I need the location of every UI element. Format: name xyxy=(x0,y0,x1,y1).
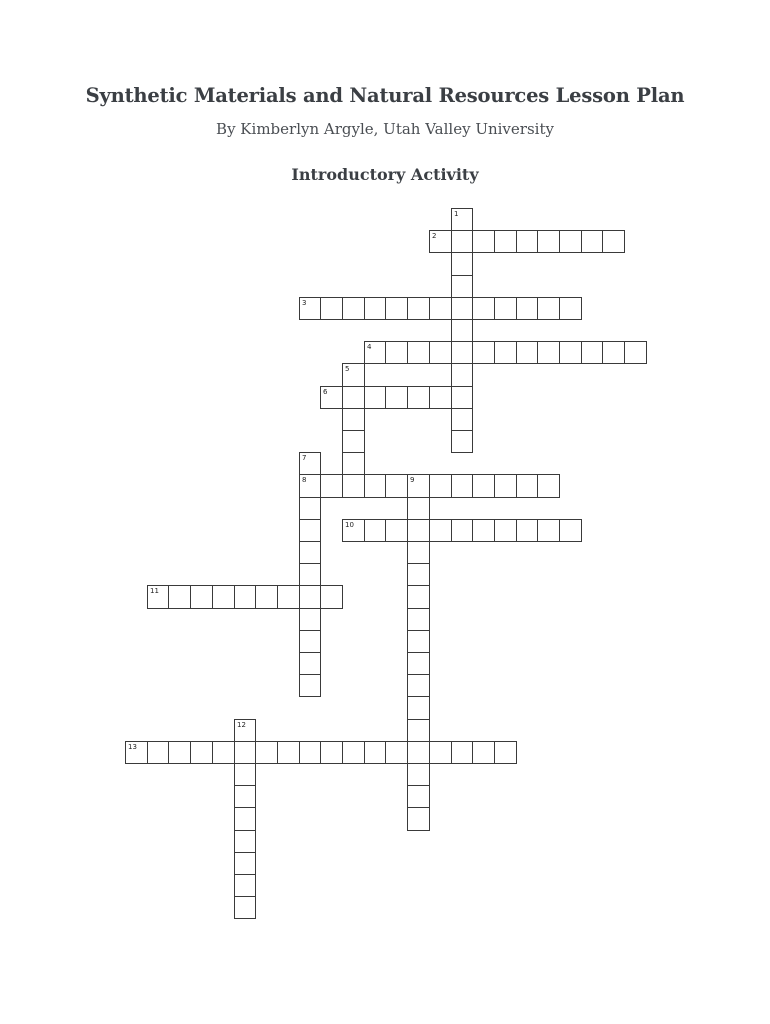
crossword-cell[interactable] xyxy=(342,386,365,409)
crossword-cell[interactable] xyxy=(494,230,517,253)
crossword-cell[interactable] xyxy=(537,519,560,542)
clue-number: 9 xyxy=(410,476,415,484)
crossword-cell[interactable] xyxy=(277,585,300,609)
crossword-cell[interactable] xyxy=(451,741,473,764)
crossword-cell[interactable] xyxy=(234,585,256,609)
crossword-cell[interactable] xyxy=(494,519,517,542)
crossword-cell[interactable] xyxy=(472,230,495,253)
crossword-cell[interactable] xyxy=(364,297,386,320)
crossword-cell[interactable] xyxy=(559,341,582,364)
crossword-cell[interactable] xyxy=(364,341,386,364)
crossword-cell[interactable] xyxy=(451,208,473,231)
crossword-cell[interactable] xyxy=(255,585,278,609)
crossword-cell[interactable] xyxy=(407,785,430,808)
crossword-cell[interactable] xyxy=(299,541,321,564)
clue-number: 4 xyxy=(367,343,372,351)
crossword-cell[interactable] xyxy=(407,807,430,831)
crossword-cell[interactable] xyxy=(407,563,430,586)
crossword-cell[interactable] xyxy=(342,430,365,453)
crossword-cell[interactable] xyxy=(494,741,517,764)
crossword-cell[interactable] xyxy=(451,386,473,409)
crossword-cell[interactable] xyxy=(342,408,365,431)
crossword-cell[interactable] xyxy=(364,474,386,498)
clue-number: 8 xyxy=(302,476,307,484)
crossword-cell[interactable] xyxy=(429,519,452,542)
crossword-cell[interactable] xyxy=(385,741,408,764)
crossword-cell[interactable] xyxy=(320,741,343,764)
clue-number: 1 xyxy=(454,210,459,218)
crossword-cell[interactable] xyxy=(407,741,430,764)
crossword-cell[interactable] xyxy=(299,674,321,697)
crossword-cell[interactable] xyxy=(537,297,560,320)
crossword-cell[interactable] xyxy=(385,519,408,542)
crossword-cell[interactable] xyxy=(234,741,256,764)
crossword-cell[interactable] xyxy=(299,297,321,320)
crossword-cell[interactable] xyxy=(299,652,321,675)
crossword-cell[interactable] xyxy=(320,474,343,498)
crossword-cell[interactable] xyxy=(472,474,495,498)
crossword-cell[interactable] xyxy=(429,741,452,764)
crossword-cell[interactable] xyxy=(342,363,365,387)
clue-number: 13 xyxy=(128,743,137,751)
crossword-cell[interactable] xyxy=(407,652,430,675)
crossword-cell[interactable] xyxy=(559,297,582,320)
crossword-cell[interactable] xyxy=(472,741,495,764)
crossword-cell[interactable] xyxy=(451,297,473,320)
crossword-cell[interactable] xyxy=(320,585,343,609)
crossword-cell[interactable] xyxy=(581,230,603,253)
crossword-cell[interactable] xyxy=(451,230,473,253)
crossword-cell[interactable] xyxy=(299,452,321,475)
crossword-cell[interactable] xyxy=(602,341,625,364)
clue-number: 3 xyxy=(302,299,307,307)
clue-number: 11 xyxy=(150,587,159,595)
crossword-cell[interactable] xyxy=(234,830,256,853)
crossword-cell[interactable] xyxy=(299,563,321,586)
crossword-cell[interactable] xyxy=(168,585,191,609)
crossword-cell[interactable] xyxy=(190,741,213,764)
crossword-cell[interactable] xyxy=(516,297,538,320)
crossword-cell[interactable] xyxy=(407,474,430,498)
crossword-cell[interactable] xyxy=(624,341,647,364)
crossword-cell[interactable] xyxy=(451,474,473,498)
crossword-cell[interactable] xyxy=(407,497,430,520)
crossword-cell[interactable] xyxy=(407,386,430,409)
crossword-cell[interactable] xyxy=(407,519,430,542)
crossword-cell[interactable] xyxy=(234,763,256,786)
crossword-cell[interactable] xyxy=(212,585,235,609)
crossword-cell[interactable] xyxy=(472,341,495,364)
crossword-cell[interactable] xyxy=(277,741,300,764)
crossword-cell[interactable] xyxy=(516,230,538,253)
crossword-cell[interactable] xyxy=(407,719,430,742)
crossword-cell[interactable] xyxy=(385,474,408,498)
crossword-cell[interactable] xyxy=(342,741,365,764)
crossword-cell[interactable] xyxy=(190,585,213,609)
crossword-cell[interactable] xyxy=(125,741,148,764)
crossword-cell[interactable] xyxy=(299,630,321,653)
crossword-cell[interactable] xyxy=(385,297,408,320)
clue-number: 7 xyxy=(302,454,307,462)
crossword-cell[interactable] xyxy=(320,297,343,320)
crossword-cell[interactable] xyxy=(407,763,430,786)
crossword-cell[interactable] xyxy=(407,341,430,364)
crossword-cell[interactable] xyxy=(234,874,256,897)
crossword-cell[interactable] xyxy=(472,519,495,542)
crossword-cell[interactable] xyxy=(602,230,625,253)
crossword-cell[interactable] xyxy=(494,474,517,498)
crossword-cell[interactable] xyxy=(299,608,321,631)
crossword-cell[interactable] xyxy=(234,896,256,919)
clue-number: 5 xyxy=(345,365,350,373)
crossword-cell[interactable] xyxy=(494,297,517,320)
crossword-cell[interactable] xyxy=(342,519,365,542)
crossword-cell[interactable] xyxy=(451,519,473,542)
crossword-cell[interactable] xyxy=(429,341,452,364)
crossword-cell[interactable] xyxy=(320,386,343,409)
crossword-cell[interactable] xyxy=(516,474,538,498)
crossword-cell[interactable] xyxy=(407,630,430,653)
page-title: Synthetic Materials and Natural Resources Lesson Plan xyxy=(85,84,685,107)
crossword-cell[interactable] xyxy=(581,341,603,364)
clue-number: 12 xyxy=(237,721,246,729)
crossword-cell[interactable] xyxy=(429,386,452,409)
crossword-cell[interactable] xyxy=(537,230,560,253)
crossword-cell[interactable] xyxy=(429,230,452,253)
crossword-cell[interactable] xyxy=(516,519,538,542)
crossword-cell[interactable] xyxy=(385,386,408,409)
crossword-cell[interactable] xyxy=(451,341,473,364)
crossword-cell[interactable] xyxy=(385,341,408,364)
crossword-cell[interactable] xyxy=(516,341,538,364)
crossword-cell[interactable] xyxy=(451,408,473,431)
crossword-cell[interactable] xyxy=(342,297,365,320)
crossword-cell[interactable] xyxy=(429,474,452,498)
author-byline: By Kimberlyn Argyle, Utah Valley University xyxy=(216,120,554,138)
crossword-cell[interactable] xyxy=(234,719,256,742)
crossword-cell[interactable] xyxy=(364,741,386,764)
crossword-cell[interactable] xyxy=(147,585,169,609)
crossword-cell[interactable] xyxy=(168,741,191,764)
crossword-cell[interactable] xyxy=(364,386,386,409)
crossword-cell[interactable] xyxy=(559,230,582,253)
crossword-cell[interactable] xyxy=(364,519,386,542)
crossword-cell[interactable] xyxy=(299,497,321,520)
section-heading: Introductory Activity xyxy=(291,165,479,184)
crossword-cell[interactable] xyxy=(342,452,365,475)
crossword-cell[interactable] xyxy=(451,275,473,298)
crossword-cell[interactable] xyxy=(212,741,235,764)
crossword-cell[interactable] xyxy=(234,807,256,831)
crossword-cell[interactable] xyxy=(559,519,582,542)
crossword-cell[interactable] xyxy=(407,608,430,631)
crossword-cell[interactable] xyxy=(451,430,473,453)
crossword-cell[interactable] xyxy=(429,297,452,320)
clue-number: 2 xyxy=(432,232,437,240)
crossword-cell[interactable] xyxy=(234,852,256,875)
crossword-cell[interactable] xyxy=(234,785,256,808)
crossword-cell[interactable] xyxy=(147,741,169,764)
crossword-cell[interactable] xyxy=(342,474,365,498)
crossword-cell[interactable] xyxy=(299,741,321,764)
crossword-cell[interactable] xyxy=(472,297,495,320)
crossword-cell[interactable] xyxy=(451,319,473,342)
crossword-cell[interactable] xyxy=(451,252,473,276)
crossword-cell[interactable] xyxy=(407,297,430,320)
crossword-cell[interactable] xyxy=(407,674,430,697)
clue-number: 10 xyxy=(345,521,354,529)
crossword-cell[interactable] xyxy=(494,341,517,364)
crossword-cell[interactable] xyxy=(299,519,321,542)
crossword-cell[interactable] xyxy=(451,363,473,387)
clue-number: 6 xyxy=(323,388,328,396)
crossword-cell[interactable] xyxy=(537,341,560,364)
crossword-cell[interactable] xyxy=(299,585,321,609)
crossword-cell[interactable] xyxy=(255,741,278,764)
crossword-cell[interactable] xyxy=(407,585,430,609)
crossword-cell[interactable] xyxy=(299,474,321,498)
crossword-cell[interactable] xyxy=(407,696,430,720)
crossword-cell[interactable] xyxy=(537,474,560,498)
crossword-cell[interactable] xyxy=(407,541,430,564)
